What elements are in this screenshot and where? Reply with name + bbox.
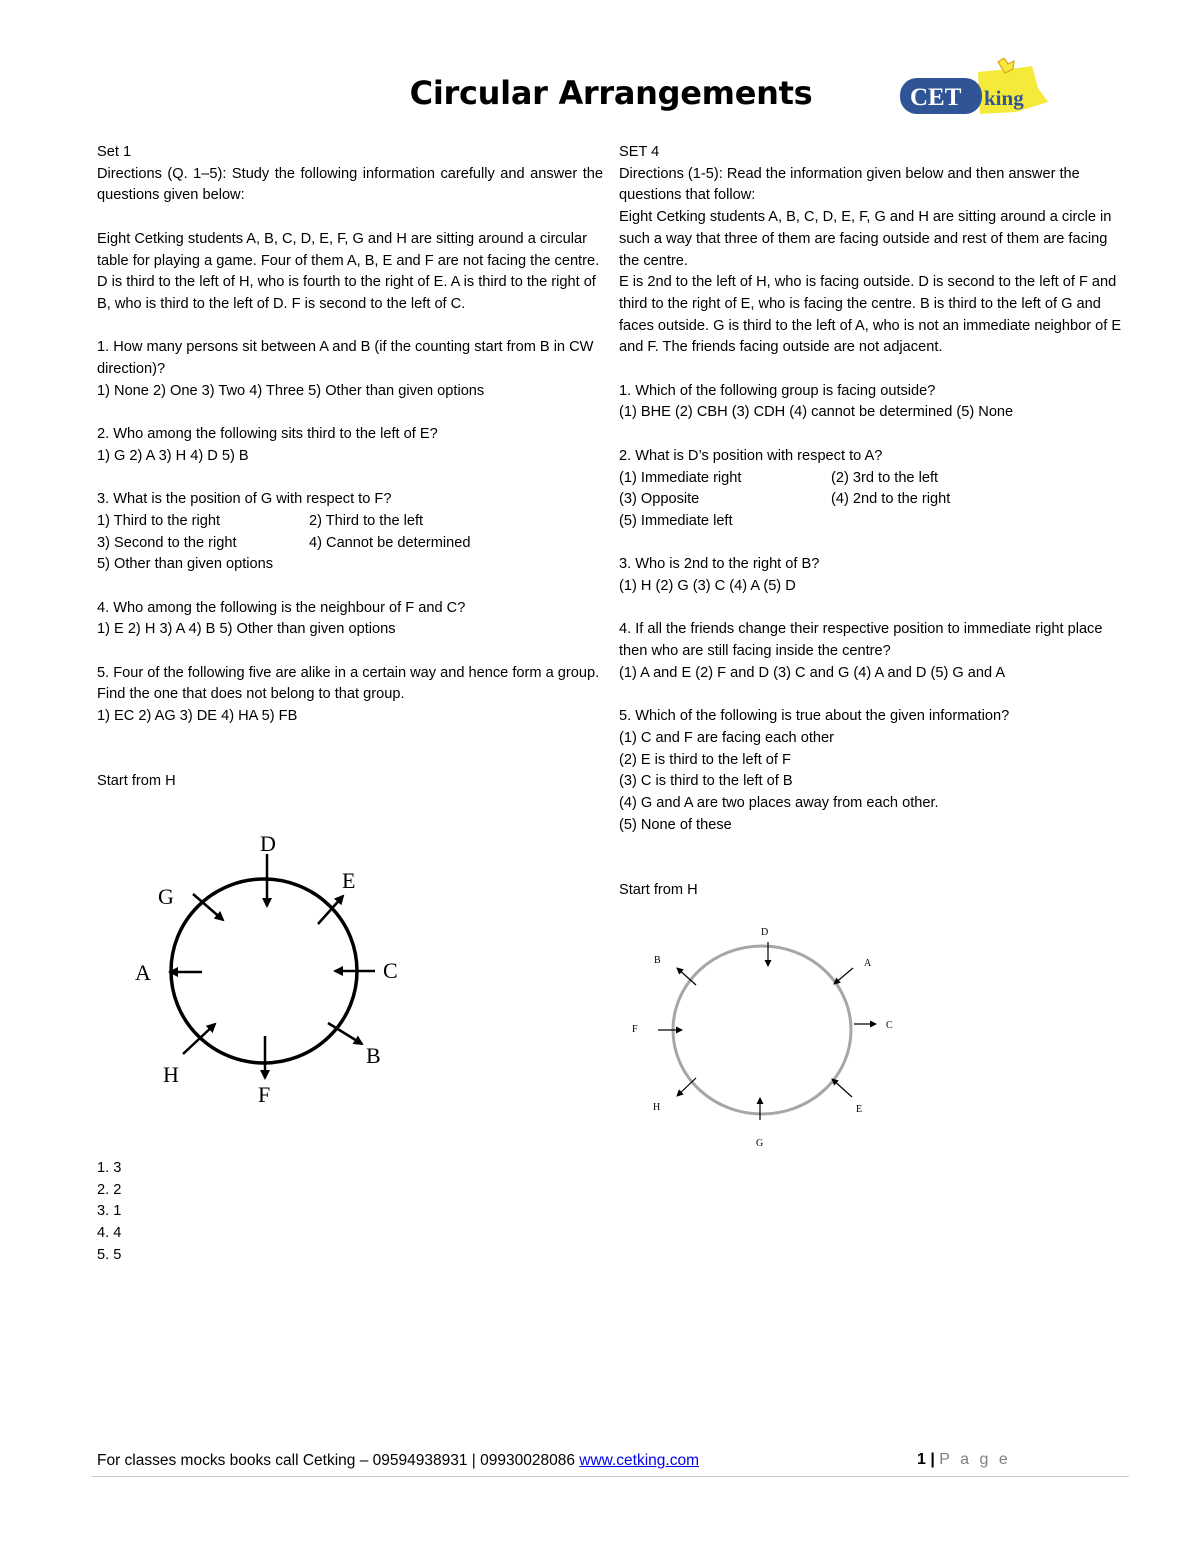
arrow-h — [677, 1078, 696, 1096]
set1-q2-question: 2. Who among the following sits third to the left of E? — [97, 426, 438, 443]
set4-q4-question: 4. If all the friends change their respective position to immediate right place then who are still facing inside the centre? — [619, 621, 1103, 660]
set1-column — [97, 142, 603, 793]
answer-item: 5. 5 — [97, 1246, 122, 1263]
option: (4) G and A are two places away from each other. — [619, 795, 939, 812]
arrow-h — [183, 1024, 215, 1054]
set1-seating-diagram — [125, 826, 425, 1116]
label-f: F — [632, 1024, 638, 1035]
label-d: D — [761, 927, 769, 938]
label-f: F — [258, 1082, 271, 1107]
set1-heading: Set 1 — [97, 144, 132, 160]
page-title: Circular Arrangements — [409, 74, 813, 112]
answer-item: 1. 3 — [97, 1160, 122, 1176]
label-c: C — [383, 958, 398, 983]
option: (2) E is third to the left of F — [619, 751, 791, 768]
option: (2) 3rd to the left — [831, 469, 939, 486]
svg-text:king: king — [984, 86, 1024, 110]
footer-website-link[interactable]: www.cetking.com — [579, 1452, 699, 1469]
answer-item: 4. 4 — [97, 1225, 122, 1242]
arrow-e — [832, 1079, 852, 1097]
option: (3) C is third to the left of B — [619, 773, 793, 790]
set4-q1-options: (1) BHE (2) CBH (3) CDH (4) cannot be determined (5) None — [619, 404, 1014, 421]
set1-directions: Directions (Q. 1–5): Study the following information carefully and answer the questions given below: — [97, 165, 603, 204]
label-d: D — [260, 831, 276, 856]
footer-divider — [92, 1476, 1129, 1477]
set1-q1-question: 1. How many persons sit between A and B (if the counting start from B in CW direction)? — [97, 339, 594, 377]
option: 1) Third to the right — [97, 512, 221, 529]
cetking-logo — [900, 58, 1050, 120]
set4-q2-question: 2. What is D’s position with respect to A? — [619, 447, 883, 464]
set4-q1-question: 1. Which of the following group is facing outside? — [619, 382, 936, 399]
set4-seating-diagram — [620, 920, 910, 1150]
set4-heading: SET 4 — [619, 144, 660, 160]
option: (1) C and F are facing each other — [619, 729, 834, 746]
label-g: G — [158, 884, 174, 909]
svg-text:CET: CET — [910, 84, 962, 111]
set4-start-note: Start from H — [619, 881, 698, 898]
option: (5) Immediate left — [619, 512, 733, 529]
option: 3) Second to the right — [97, 534, 237, 551]
label-e: E — [856, 1104, 863, 1115]
set1-q5-question: 5. Four of the following five are alike in a certain way and hence form a group. Find the one that does not belong to that group. — [97, 664, 600, 703]
set4-q5-question: 5. Which of the following is true about the given information? — [619, 708, 1010, 725]
option: 4) Cannot be determined — [309, 534, 471, 551]
label-e: E — [342, 868, 356, 893]
page-number-separator: | — [930, 1451, 935, 1468]
label-b: B — [654, 955, 661, 966]
footer-contact-text: For classes mocks books call Cetking – 09594938931 | 09930028086 — [97, 1452, 580, 1469]
set1-q4-options: 1) E 2) H 3) A 4) B 5) Other than given options — [97, 621, 396, 638]
page-label: P a g e — [939, 1451, 1011, 1468]
set4-q4-options: (1) A and E (2) F and D (3) C and G (4) A and D (5) G and A — [619, 664, 1006, 681]
set4-directions: Directions (1-5): Read the information given below and then answer the questions that follow: — [619, 165, 1080, 204]
set1-q1-options: 1) None 2) One 3) Two 4) Three 5) Other than given options — [97, 382, 485, 399]
label-b: B — [366, 1043, 381, 1068]
set1-answers — [97, 1158, 121, 1267]
set4-passage-2: E is 2nd to the left of H, who is facing outside. D is second to the left of F and third to the right of E, who is facing the centre. B is third to the left of G and faces outside. G is third to the left of A, who is not an immediate neighbor of E and F. The friends facing outside are not adjacent. — [619, 274, 1122, 356]
option: 2) Third to the left — [309, 512, 424, 529]
set4-q3-options: (1) H (2) G (3) C (4) A (5) D — [619, 578, 796, 595]
set4-column — [619, 142, 1125, 902]
set1-q3-question: 3. What is the position of G with respect to F? — [97, 491, 392, 508]
label-h: H — [653, 1102, 661, 1113]
page-footer — [97, 1452, 699, 1470]
answer-item: 3. 1 — [97, 1203, 122, 1220]
label-a: A — [135, 960, 151, 985]
set4-q2-options — [619, 468, 1125, 511]
set1-passage: Eight Cetking students A, B, C, D, E, F, G and H are sitting around a circular table for playing a game. Four of them A, B, E and F are not facing the centre. D is third to the left of H, who is fourth to the right of E. A is third to the right of B, who is third to the left of D. F is second to the left of C. — [97, 230, 600, 312]
set1-q4-question: 4. Who among the following is the neighbour of F and C? — [97, 599, 466, 616]
answer-item: 2. 2 — [97, 1181, 122, 1198]
seating-circle — [673, 946, 851, 1114]
option: (1) Immediate right — [619, 469, 742, 486]
set4-q3-question: 3. Who is 2nd to the right of B? — [619, 556, 820, 573]
set1-q5-options: 1) EC 2) AG 3) DE 4) HA 5) FB — [97, 708, 298, 725]
option: 5) Other than given options — [97, 556, 274, 573]
set1-start-note: Start from H — [97, 773, 176, 790]
label-a: A — [864, 958, 872, 969]
set4-passage-1: Eight Cetking students A, B, C, D, E, F, G and H are sitting around a circle in such a way that three of them are facing outside and rest of them are facing the centre. — [619, 209, 1112, 269]
label-g: G — [756, 1138, 764, 1149]
set1-q2-options: 1) G 2) A 3) H 4) D 5) B — [97, 447, 249, 464]
label-h: H — [163, 1062, 179, 1087]
page-number-value: 1 — [917, 1451, 926, 1468]
option: (4) 2nd to the right — [831, 491, 951, 508]
option: (5) None of these — [619, 816, 732, 833]
set1-q3-options — [97, 511, 603, 554]
label-c: C — [886, 1020, 893, 1031]
page-number — [917, 1451, 1011, 1469]
arrow-a — [834, 968, 853, 984]
option: (3) Opposite — [619, 491, 700, 508]
